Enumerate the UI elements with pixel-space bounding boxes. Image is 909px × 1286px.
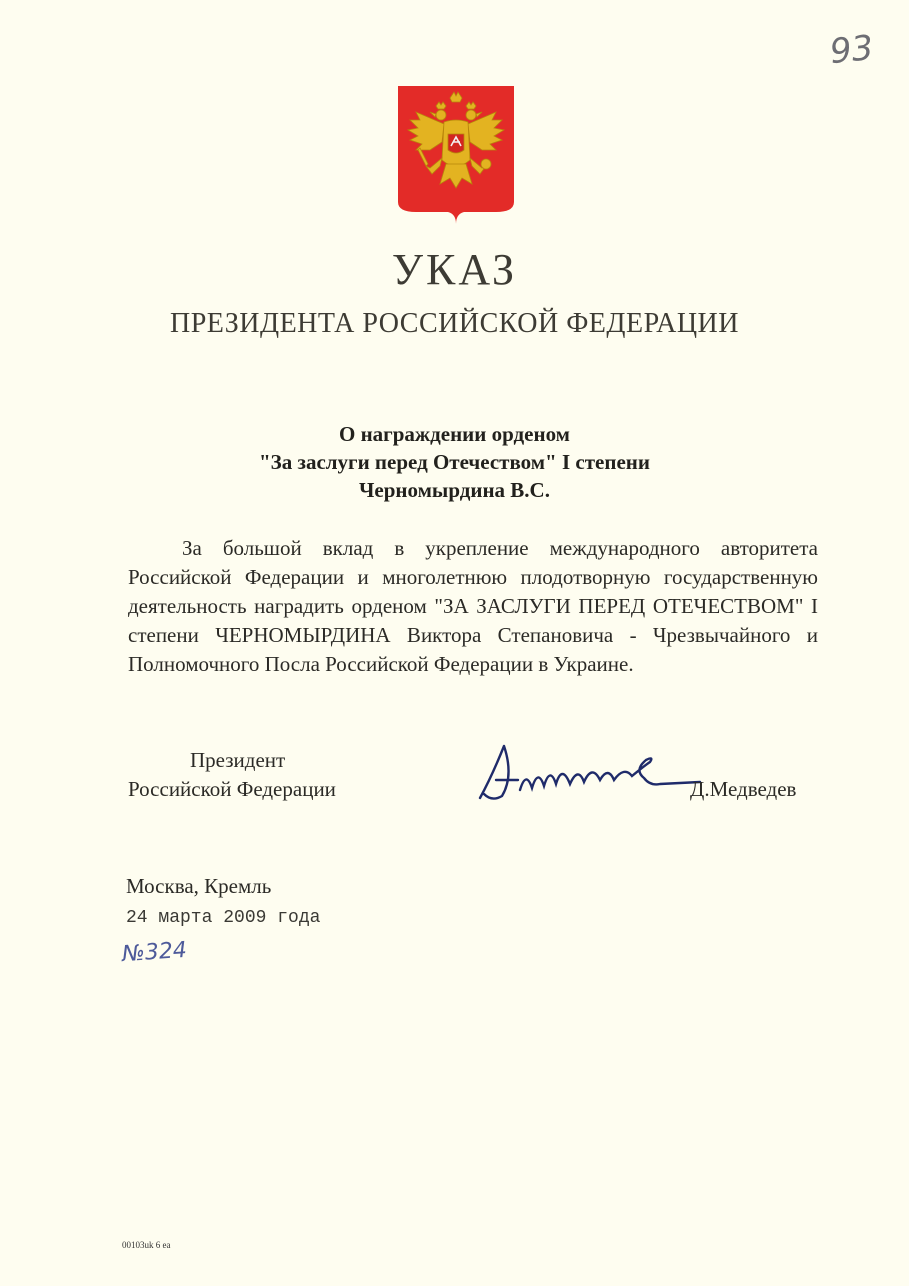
heading-line-2: "За заслуги перед Отечеством" I степени	[259, 450, 650, 474]
handwritten-signature-icon	[474, 736, 704, 816]
signatory-title-line-1: Президент	[190, 748, 286, 772]
handwritten-page-number: 93	[828, 27, 876, 73]
decree-heading	[0, 420, 909, 504]
document-title: УКАЗ	[391, 245, 518, 294]
heading-line-3: Черномырдина В.С.	[359, 478, 550, 502]
heading-line-1: О награждении орденом	[339, 422, 570, 446]
signatory-title	[128, 746, 388, 804]
russian-coat-of-arms-icon	[396, 84, 516, 224]
handwritten-decree-number: №324	[121, 937, 188, 968]
decree-body-text: За большой вклад в укрепление международного авторитета Российской Федерации и многолетнюю плодотворную государственную деятельность наградить орденом "ЗА ЗАСЛУГИ ПЕРЕД ОТЕЧЕСТВОМ" I степени ЧЕРНОМЫРДИНА Виктора Степановича - Чрезвычайного и Полномочного Посла Российской Федерации в Украине.	[128, 536, 818, 676]
document-subtitle: ПРЕЗИДЕНТА РОССИЙСКОЙ ФЕДЕРАЦИИ	[169, 308, 739, 339]
signer-name: Д.Медведев	[690, 777, 797, 801]
signing-date: 24 марта 2009 года	[126, 908, 321, 928]
footer-code: 00103uk 6 ea	[122, 1240, 171, 1250]
signing-place: Москва, Кремль	[126, 874, 272, 898]
signatory-title-line-2: Российской Федерации	[128, 777, 336, 801]
